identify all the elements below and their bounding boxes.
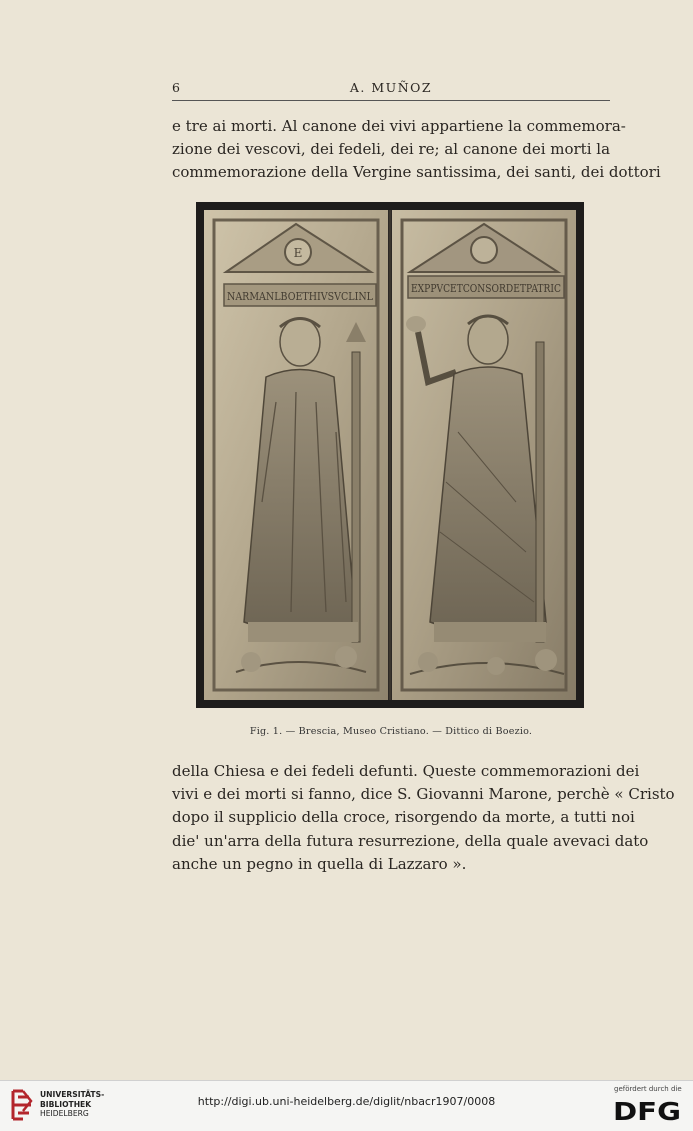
diptych-illustration	[196, 202, 584, 708]
figure-plate-diptych	[196, 202, 584, 708]
paragraph-top	[172, 115, 661, 185]
left-inscription: NARMANLBOETHIVSVCLINL	[227, 290, 374, 303]
dfg-logo-text: DFG	[613, 1097, 681, 1124]
dfg-logo-icon	[611, 1096, 683, 1124]
text-line: die' un'arra della futura resurrezione, della quale avevaci dato	[172, 831, 649, 850]
funder-note: gefördert durch die	[614, 1085, 682, 1093]
source-url-link[interactable]: http://digi.ub.uni-heidelberg.de/diglit/nbacr1907/0008	[197, 1095, 496, 1108]
paragraph-bottom	[172, 760, 675, 876]
left-panel	[204, 210, 388, 700]
text-line: zione dei vescovi, dei fedeli, dei re; al canone dei morti la	[172, 140, 611, 159]
page-number: 6	[172, 80, 181, 95]
library-line-1: UNIVERSITÄTS-	[40, 1090, 105, 1099]
text-line: e tre ai morti. Al canone dei vivi appartiene la commemora-	[172, 117, 626, 135]
library-line-2: BIBLIOTHEK	[40, 1099, 92, 1109]
text-line: anche un pegno in quella di Lazzaro ».	[172, 854, 467, 873]
text-line: della Chiesa e dei fedeli defunti. Queste commemorazioni dei	[172, 762, 640, 780]
running-header	[172, 80, 610, 100]
running-title: A. MUÑOZ	[349, 80, 433, 95]
text-line: commemorazione della Vergine santissima, dei santi, dei dottori	[172, 163, 661, 182]
figure-caption: Fig. 1. — Brescia, Museo Cristiano. — Dittico di Boezio.	[249, 726, 533, 737]
text-line: vivi e dei morti si fanno, dice S. Giovanni Marone, perchè « Cristo	[172, 785, 675, 804]
header-rule	[172, 100, 610, 101]
library-line-3: HEIDELBERG	[40, 1109, 89, 1118]
svg-text:E: E	[293, 246, 303, 260]
right-panel	[392, 210, 576, 700]
text-line: dopo il supplicio della croce, risorgendo da morte, a tutti noi	[172, 808, 635, 827]
right-inscription: EXPPVCETCONSORDETPATRIC	[411, 282, 561, 295]
